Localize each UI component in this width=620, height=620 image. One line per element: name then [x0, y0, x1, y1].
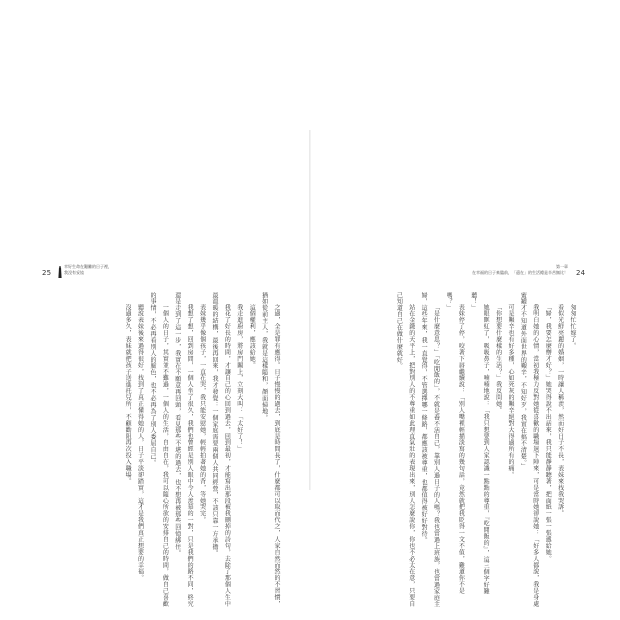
- paragraph: 可是艱辛也有好多種，心如死灰的艱辛絕對大得過所有的痛。: [506, 304, 514, 479]
- paragraph: 「你想要什麼樣的生活？」我反問她。: [494, 304, 502, 414]
- left-running-head: [64, 264, 112, 276]
- left-page-body: [62, 292, 282, 610]
- paragraph: 一個人的日子，其實並不難過，一個人的生活，自由自在，我可以隨心所欲的安排自己的時間，做自己喜歡的事情，不必再看別人的臉色，也不必再為了別人委屈自己。: [148, 292, 169, 608]
- paragraph: 「婦，我要怎麼辦才好？」她哭得說不出話來，我只能靜靜聽著，把面紙一張一張遞給她。: [544, 304, 552, 562]
- paragraph: 我明白她的心情，當初我極力反對她從喜歡的職場退下陣來，可是當時她卻說她：「好多人都說，我是身處蜜罐才不知道外面世界的艱辛，不知好歹，我實在搞不清楚。」: [519, 292, 539, 608]
- paragraph: 這個權利，應該給她。: [248, 304, 256, 369]
- right-page: [310, 130, 620, 608]
- paragraph: 之過，全是罪有應得。日子慢慢的過去，到底是時間長了，什麼都可以取而代之，人家自然而然的不習慣，猶如從前主人，我就是這樣隨和，顏面掃地。: [260, 292, 280, 608]
- paragraph: 表妹停了停，咬著下唇繼續說：「別人嘴裡輕描淡寫的幾句話，竟然就把我貶得一文不值，難道你不是嗎？」: [444, 292, 465, 595]
- paragraph: 她眼眶紅了，吸吸鼻子，喃喃地說：「我只想要到人家認識一點點的尊重，『吃閒飯的』，這三個字好難聽！」: [469, 292, 490, 595]
- left-page-number: 25: [42, 269, 52, 277]
- right-page-body: [340, 292, 578, 610]
- paragraph: 我花了好長的時間，才讓自己的心回到過去，回到最初，才能寫出那段被我刪掉的詩句，去除了那個人生中最溫暖的結構，最後再回來，我才發覺：一個家庭需要兩個人共同經營，不該只靠一方承擔。: [210, 292, 231, 608]
- running-head-line: 幸好生命在艱難的日子裡，: [64, 264, 112, 269]
- paragraph: 「是什麼意思？」「吃閒飯的」，不就是養不活自己，靠別人過日子的人嗎？我也當過上班族，也當過家庭主婦，這些年來，我一直覺得，不管選擇哪一條路，都應該被尊重，也都值得被好好對待。: [420, 292, 440, 608]
- paragraph: 聽說表妹後來過得很好，找到了真正懂得她的人，日子平淡卻踏實，這才是我們真正想要的幸福。: [136, 304, 144, 582]
- paragraph: 站在金錢的天平上，把對別人的不尊重如此理直氣壯的表現出來，別人怎麼說你，你也不必太在意，只要自己知道自己在做什麼就好。: [395, 292, 415, 608]
- running-head-line: 第一章: [556, 264, 568, 269]
- paragraph: 匆匆忙忙嫁了。: [569, 304, 576, 350]
- lighthouse-ornament-icon: [58, 263, 62, 275]
- running-head-line: 我沒有妥協: [64, 270, 84, 275]
- paragraph: 沒過多久，表妹就把孩子送進托兒所，不顧勸阻再次投入職場。: [124, 304, 132, 485]
- right-page-number: 24: [576, 269, 586, 277]
- paragraph: 我想了想，回到房間，一個人坐了很久，我們也曾經是別人眼中令人羨慕的一對，只是我們的路不同，終究還是走到了這一步，我實在不願意再回頭，看見那些不堪的過去，也不想再被那些回憶綁住。: [173, 292, 194, 608]
- paragraph: 我走進廚房，將房門關上，立刻大叫：「太好了！」: [235, 304, 243, 453]
- paragraph: 看似光鮮亮麗的婚姻，一時讓人稱羨，然而好日子不長，表妹來找我哭訴。: [556, 304, 564, 517]
- running-head-line: 在幸福的日子來臨前，「還在」的生活總是辛苦無比！: [472, 270, 568, 275]
- right-running-head: [368, 264, 568, 276]
- left-page: [0, 130, 310, 608]
- paragraph: 表妹幾乎像個孩子，一直在哭，我只能安慰她，輕輕拍著她的背，等她哭完。: [198, 304, 206, 524]
